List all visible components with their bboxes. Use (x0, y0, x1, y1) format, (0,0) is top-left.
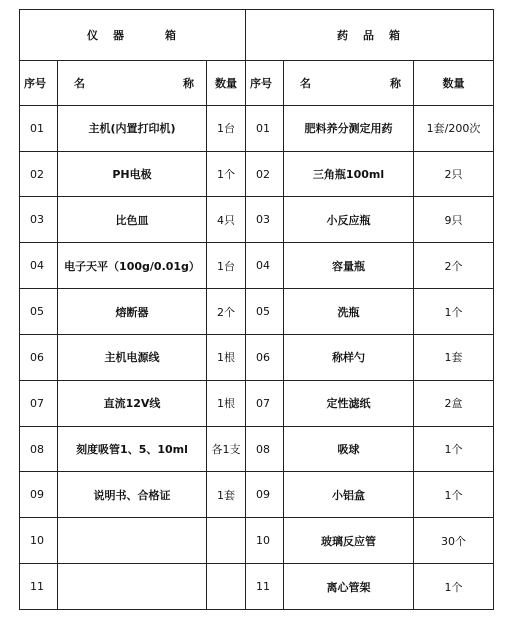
instrument-item-qty (207, 518, 246, 564)
reagent-item-name: 定性滤纸 (284, 380, 414, 426)
reagent-item-no: 11 (246, 564, 284, 610)
reagent-item-name: 离心管架 (284, 564, 414, 610)
instrument-item-qty: 1台 (207, 243, 246, 289)
instrument-item-name: 说明书、合格证 (58, 472, 207, 518)
instrument-item-name (58, 564, 207, 610)
instrument-item-qty: 4只 (207, 197, 246, 243)
table-row (20, 243, 494, 289)
instrument-no-header: 序号 (20, 61, 58, 106)
instrument-item-no: 05 (20, 289, 58, 335)
instrument-item-qty: 各1支 (207, 426, 246, 472)
reagent-name-header (284, 61, 414, 106)
instrument-item-no: 11 (20, 564, 58, 610)
reagent-item-name: 肥料养分测定用药 (284, 105, 414, 151)
instrument-item-no: 08 (20, 426, 58, 472)
packing-list-table (19, 9, 494, 610)
reagent-item-no: 03 (246, 197, 284, 243)
instrument-item-name: 熔断器 (58, 289, 207, 335)
table-row (20, 380, 494, 426)
reagent-item-name: 三角瓶100ml (284, 151, 414, 197)
instrument-item-name: 电子天平（100g/0.01g） (58, 243, 207, 289)
reagent-item-qty: 1个 (414, 426, 494, 472)
instrument-item-no: 10 (20, 518, 58, 564)
instrument-item-name: 比色皿 (58, 197, 207, 243)
reagent-item-qty: 2个 (414, 243, 494, 289)
instrument-item-no: 09 (20, 472, 58, 518)
reagent-item-no: 09 (246, 472, 284, 518)
reagent-item-name: 小反应瓶 (284, 197, 414, 243)
table-row (20, 426, 494, 472)
table-row (20, 472, 494, 518)
reagent-item-name: 容量瓶 (284, 243, 414, 289)
instrument-item-no: 03 (20, 197, 58, 243)
instrument-item-qty: 1个 (207, 151, 246, 197)
reagent-item-no: 02 (246, 151, 284, 197)
reagent-item-qty: 1套/200次 (414, 105, 494, 151)
table-row (20, 289, 494, 335)
reagent-item-qty: 2盒 (414, 380, 494, 426)
reagent-item-name: 称样勺 (284, 334, 414, 380)
instrument-box-title: 仪 器 箱 (20, 10, 246, 61)
instrument-qty-header: 数量 (207, 61, 246, 106)
instrument-item-qty: 1台 (207, 105, 246, 151)
reagent-item-no: 07 (246, 380, 284, 426)
instrument-item-no: 02 (20, 151, 58, 197)
instrument-item-no: 06 (20, 334, 58, 380)
reagent-item-qty: 9只 (414, 197, 494, 243)
reagent-item-qty: 30个 (414, 518, 494, 564)
instrument-item-no: 07 (20, 380, 58, 426)
table-title-row (20, 10, 494, 61)
instrument-item-no: 01 (20, 105, 58, 151)
reagent-item-qty: 1个 (414, 564, 494, 610)
reagent-item-no: 04 (246, 243, 284, 289)
reagent-item-qty: 1套 (414, 334, 494, 380)
instrument-item-qty (207, 564, 246, 610)
reagent-no-header: 序号 (246, 61, 284, 106)
reagent-item-no: 01 (246, 105, 284, 151)
instrument-item-qty: 1根 (207, 380, 246, 426)
instrument-item-qty: 1根 (207, 334, 246, 380)
table-row (20, 151, 494, 197)
instrument-item-qty: 2个 (207, 289, 246, 335)
reagent-item-name: 小铝盒 (284, 472, 414, 518)
reagent-box-title: 药 品 箱 (246, 10, 494, 61)
reagent-item-qty: 1个 (414, 289, 494, 335)
table-row (20, 518, 494, 564)
reagent-qty-header: 数量 (414, 61, 494, 106)
reagent-item-name: 玻璃反应管 (284, 518, 414, 564)
reagent-name-header-left: 名 (300, 76, 312, 90)
instrument-item-name (58, 518, 207, 564)
reagent-item-no: 05 (246, 289, 284, 335)
instrument-item-qty: 1套 (207, 472, 246, 518)
table-header-row (20, 61, 494, 106)
reagent-item-name: 吸球 (284, 426, 414, 472)
reagent-item-no: 10 (246, 518, 284, 564)
reagent-name-header-right: 称 (390, 76, 402, 90)
instrument-item-name: 主机(内置打印机) (58, 105, 207, 151)
table-row (20, 197, 494, 243)
instrument-name-header-right: 称 (183, 76, 194, 90)
instrument-item-name: 刻度吸管1、5、10ml (58, 426, 207, 472)
instrument-name-header (58, 61, 207, 106)
table-row (20, 564, 494, 610)
reagent-item-no: 06 (246, 334, 284, 380)
instrument-item-name: PH电极 (58, 151, 207, 197)
reagent-item-no: 08 (246, 426, 284, 472)
instrument-item-name: 主机电源线 (58, 334, 207, 380)
reagent-item-qty: 1个 (414, 472, 494, 518)
instrument-name-header-left: 名 (74, 76, 85, 90)
reagent-item-name: 洗瓶 (284, 289, 414, 335)
table-row (20, 334, 494, 380)
reagent-item-qty: 2只 (414, 151, 494, 197)
instrument-item-name: 直流12V线 (58, 380, 207, 426)
instrument-item-no: 04 (20, 243, 58, 289)
table-row (20, 105, 494, 151)
